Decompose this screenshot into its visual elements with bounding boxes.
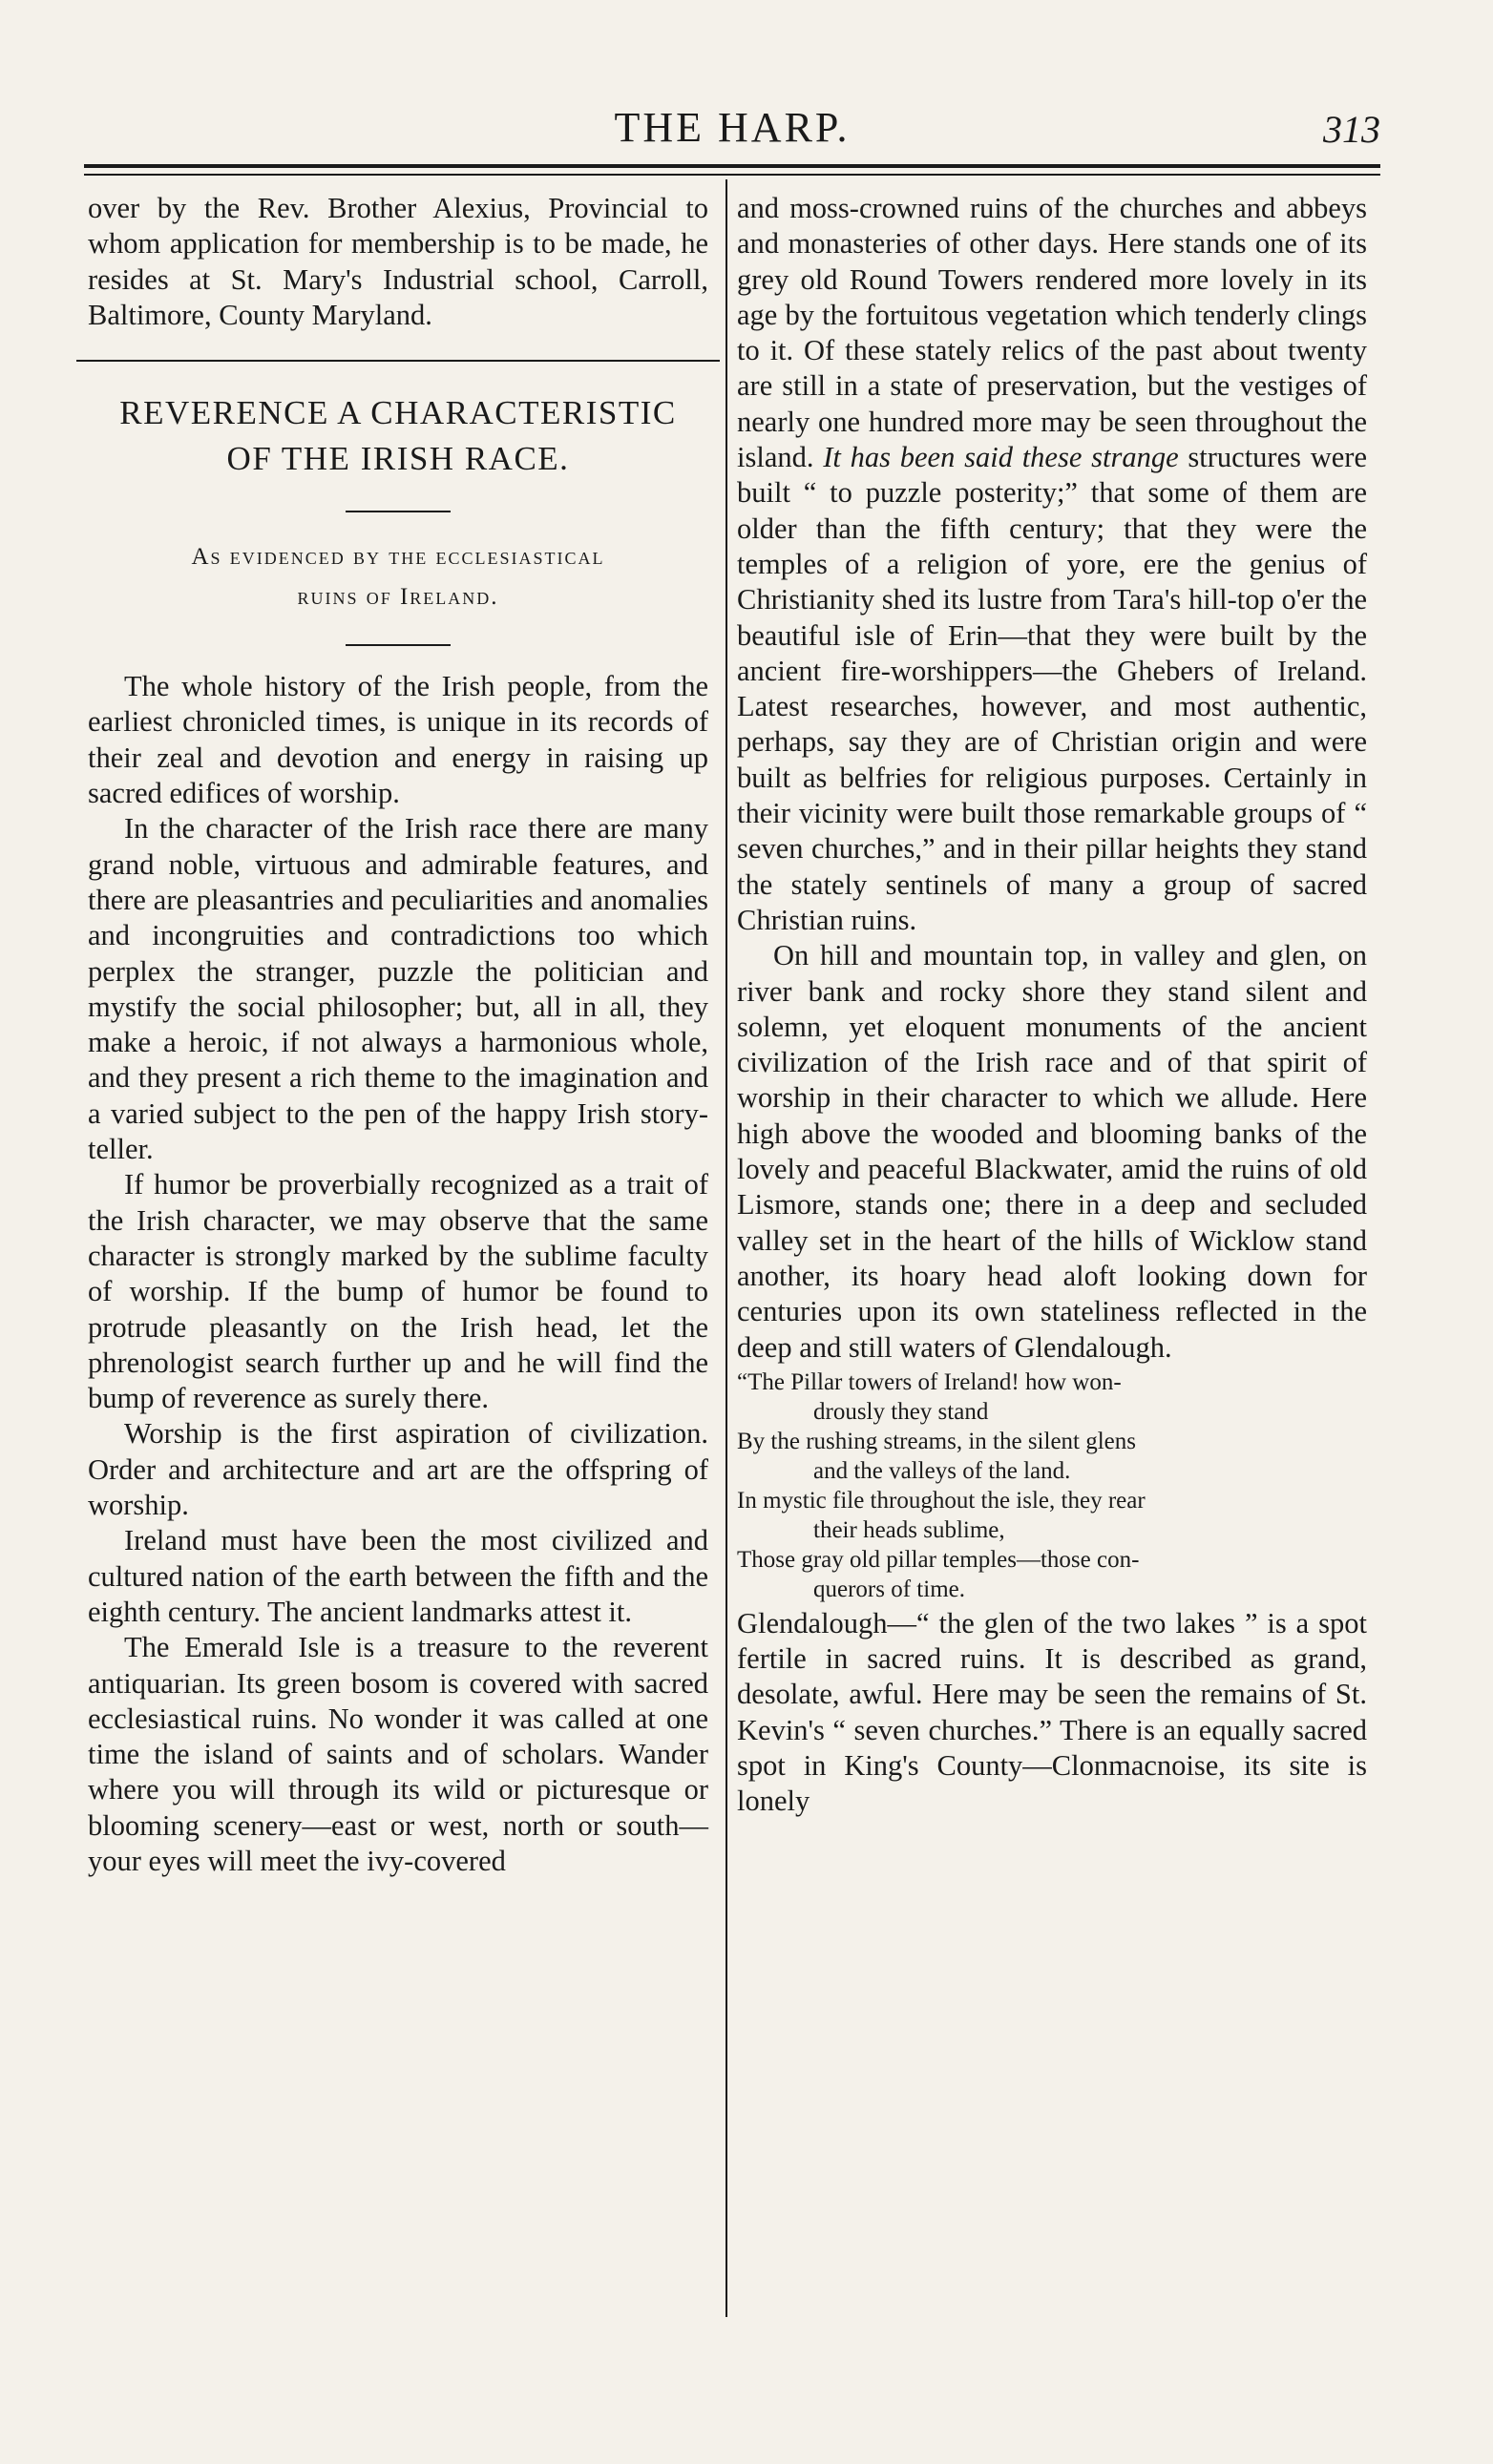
paragraph: The whole history of the Irish people, from the earliest chronicled times, is unique in its records of their zeal and devotion and energy in raising up sacred edifices of worship. (88, 670, 708, 810)
intro-paragraph: over by the Rev. Brother Alexius, Provincial to whom application for membership is to be made, he resides at St. Mary's Industrial school, Carroll, Baltimore, County Maryland. (88, 192, 708, 331)
header-rule-thin (84, 174, 1380, 176)
verse-line: By the rushing streams, in the silent glens (737, 1428, 1137, 1454)
subtitle-line-2: ruins of Ireland. (297, 584, 499, 611)
italic-phrase: It has been said these strange (823, 441, 1179, 474)
left-column (88, 191, 708, 1879)
title-short-rule (346, 511, 451, 512)
verse-line: In mystic file throughout the isle, they rear (737, 1487, 1146, 1514)
article-subtitle (88, 537, 708, 617)
paragraph-text: and moss-crowned ruins of the churches and abbeys and monasteries of other days. Here stands one of its grey old Round Towers rendered more lovely in its age by the fortuitous vegetation which tenderly clings to it. Of these stately relics of the past about twenty are still in a state of preservation, but the vestiges of nearly one hundred more may be seen throughout the island. (737, 192, 1367, 474)
article-title (88, 390, 708, 482)
subtitle-line-1: As evidenced by the ecclesiastical (191, 544, 605, 571)
paragraph: In the character of the Irish race there are many grand noble, virtuous and admirable features, and there are pleasantries and peculiarities and anomalies and incongruities and contradictions too which perplex the stranger, puzzle the politician and mystify the social philosopher; but, all in all, they make a heroic, if not always a harmonious whole, and they present a rich theme to the imagination and a varied subject to the pen of the happy Irish story-teller. (88, 812, 708, 1166)
verse-line-continued: querors of time. (813, 1576, 965, 1602)
verse-line: “The Pillar towers of Ireland! how won- (737, 1368, 1122, 1395)
page-number: 313 (1323, 108, 1380, 151)
page-header (84, 103, 1380, 160)
paragraph-continued (737, 191, 1367, 938)
paragraph: Worship is the first aspiration of civilization. Order and architecture and art are the offspring of worship. (88, 1417, 708, 1522)
article-title-line-1: REVERENCE A CHARACTERISTIC (119, 394, 677, 432)
paragraph: If humor be proverbially recognized as a trait of the Irish character, we may observe that the same character is strongly marked by the sublime faculty of worship. If the bump of humor be found to protrude pleasantly on the Irish head, let the phrenologist search further up and he will find the bump of reverence as surely there. (88, 1168, 708, 1415)
verse-line-continued: drously they stand (813, 1398, 989, 1425)
paragraph-text: structures were built “ to puzzle posterity;” that some of them are older than the fifth century; that they were the temples of a religion of yore, ere the genius of Christianity shed its lustre from Tara's hill-top o'er the beautiful isle of Erin—that they were built by the ancient fire-worshippers—the Ghebers of Ireland. Latest researches, however, and most authentic, perhaps, say they are of Christian origin and were built as belfries for religious purposes. Certainly in their vicinity were built those remarkable groups of “ seven churches,” and in their pillar heights they stand the stately sentinels of many a group of sacred Christian ruins. (737, 441, 1367, 936)
subtitle-short-rule (346, 644, 451, 646)
verse-line: Those gray old pillar temples—those con- (737, 1546, 1140, 1573)
article-title-line-2: OF THE IRISH RACE. (226, 440, 570, 478)
paragraph: Glendalough—“ the glen of the two lakes ” is a spot fertile in sacred ruins. It is described as grand, desolate, awful. Here may be seen the remains of St. Kevin's “ seven churches.” There is an equally sacred spot in King's County—Clonmacnoise, its site is lonely (737, 1606, 1367, 1818)
verse-quotation (737, 1368, 1367, 1604)
verse-line-continued: their heads sublime, (813, 1516, 1005, 1543)
paragraph: On hill and mountain top, in valley and glen, on river bank and rocky shore they stand silent and solemn, yet eloquent monuments of the ancient civilization of the Irish race and of that spirit of worship in their character to which we allude. Here high above the wooded and blooming banks of the lovely and peaceful Blackwater, amid the ruins of old Lismore, stands one; there in a deep and secluded valley set in the heart of the hills of Wicklow stand another, its hoary head aloft looking down for centuries upon its own stateliness reflected in the deep and still waters of Glendalough. (737, 939, 1367, 1364)
verse-line-continued: and the valleys of the land. (813, 1457, 1071, 1484)
paragraph: Ireland must have been the most civilized and cultured nation of the earth between the fifth and the eighth century. The ancient landmarks attest it. (88, 1524, 708, 1628)
header-rule-thick (84, 164, 1380, 168)
column-divider (725, 179, 727, 2317)
running-title: THE HARP. (614, 104, 851, 151)
section-separator (76, 360, 720, 362)
paragraph: The Emerald Isle is a treasure to the reverent antiquarian. Its green bosom is covered with sacred ecclesiastical ruins. No wonder it was called at one time the island of saints and of scholars. Wander where you will through its wild or picturesque or blooming scenery—east or west, north or south—your eyes will meet the ivy-covered (88, 1631, 708, 1877)
right-column (737, 191, 1367, 1820)
